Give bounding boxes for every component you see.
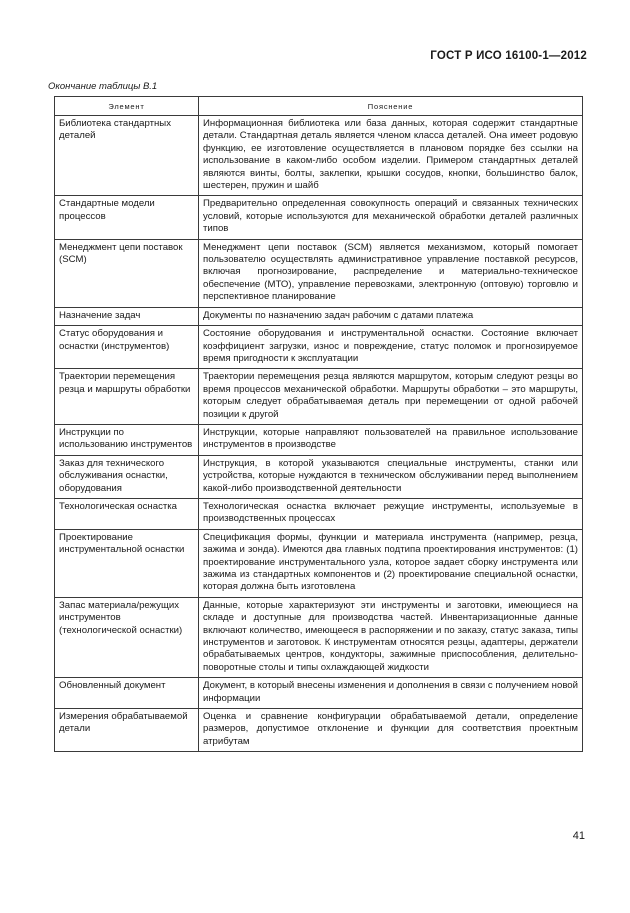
element-cell: Запас материала/режущих инструментов (технологической оснастки)	[55, 597, 199, 677]
element-cell: Менеджмент цепи поставок (SCM)	[55, 239, 199, 307]
table-row	[55, 709, 583, 752]
element-cell: Технологическая оснастка	[55, 498, 199, 529]
explanation-cell: Документы по назначению задач рабочим с датами платежа	[199, 307, 583, 325]
explanation-cell: Инструкции, которые направляют пользователей на правильное использование инструментов в производстве	[199, 424, 583, 455]
explanation-cell: Данные, которые характеризуют эти инструменты и заготовки, имеющиеся на складе и доступные для производства частей. Инвентаризационные данные включают количество, имеющееся в распоряжении и по заказу, статус заказа, типы инструментов и заготовок. К инструментам относятся резцы, адаптеры, держатели обрабатываемых центров, кондукторы, зажимные приспособления, делительно-поворотные столы и типы охлаждающей жидкости	[199, 597, 583, 677]
table-row	[55, 196, 583, 239]
element-cell: Обновленный документ	[55, 678, 199, 709]
element-cell: Заказ для технического обслуживания оснастки, оборудования	[55, 455, 199, 498]
element-cell: Измерения обрабатываемой детали	[55, 709, 199, 752]
explanation-cell: Траектории перемещения резца являются маршрутом, которым следуют резцы во время процессов механической обработки. Маршруты обработки – это маршруты, которым следует обрабатываемая деталь при перемещении от одной рабочей позиции к другой	[199, 369, 583, 425]
explanation-cell: Предварительно определенная совокупность операций и связанных технических условий, которые используются для механической обработки деталей различных типов	[199, 196, 583, 239]
element-cell: Проектирование инструментальной оснастки	[55, 529, 199, 597]
table-row	[55, 498, 583, 529]
table-row	[55, 369, 583, 425]
table-row	[55, 326, 583, 369]
column-header-explanation: Пояснение	[199, 97, 583, 116]
table-row	[55, 424, 583, 455]
table-row	[55, 455, 583, 498]
table-row	[55, 307, 583, 325]
element-cell: Статус оборудования и оснастки (инструментов)	[55, 326, 199, 369]
explanation-cell: Технологическая оснастка включает режущие инструменты, используемые в производственных процессах	[199, 498, 583, 529]
element-cell: Инструкции по использованию инструментов	[55, 424, 199, 455]
explanation-cell: Менеджмент цепи поставок (SCM) является механизмом, который помогает пользователю осуществлять административное управление поставкой ресурсов, включая прогнозирование, распределение и материально-техническое обеспечение (МТО), управление перевозками, электронную (оптовую) торговлю и перспективное планирование	[199, 239, 583, 307]
table-caption: Окончание таблицы В.1	[48, 81, 158, 92]
table-row	[55, 529, 583, 597]
explanation-cell: Информационная библиотека или база данных, которая содержит стандартные детали. Стандартная деталь является членом класса деталей. Она имеет родовую функцию, ее изготовление осуществляется в плановом порядке без ссылки на использование в каком-либо особом изделии. Примером стандартных деталей являются винты, болты, заклепки, крышки сосудов, кнопки, большинство балок, шестерен, пружин и шайб	[199, 116, 583, 196]
explanation-cell: Спецификация формы, функции и материала инструмента (например, резца, зажима и зонда). Имеются два главных подтипа проектирования инструментов: (1) проектирование инструментального узла, которое задает сборку инструмента или зажима из стандартных компонентов и (2) проектирование специальной оснастки, которая должна быть изготовлена	[199, 529, 583, 597]
table-row	[55, 239, 583, 307]
table-row	[55, 597, 583, 677]
table-row	[55, 678, 583, 709]
element-cell: Назначение задач	[55, 307, 199, 325]
table-header-row	[55, 97, 583, 116]
explanation-cell: Инструкция, в которой указываются специальные инструменты, станки или устройства, которые нуждаются в техническом обслуживании перед выполнением какой-либо производственной деятельности	[199, 455, 583, 498]
document-header: ГОСТ Р ИСО 16100-1—2012	[430, 50, 587, 62]
column-header-element: Элемент	[55, 97, 199, 116]
explanation-cell: Оценка и сравнение конфигурации обрабатываемой детали, определение размеров, допустимое отклонение и функции для соответствия проектным атрибутам	[199, 709, 583, 752]
element-cell: Стандартные модели процессов	[55, 196, 199, 239]
page-number: 41	[572, 830, 585, 842]
element-cell: Библиотека стандартных деталей	[55, 116, 199, 196]
element-cell: Траектории перемещения резца и маршруты обработки	[55, 369, 199, 425]
explanation-cell: Документ, в который внесены изменения и дополнения в связи с получением новой информации	[199, 678, 583, 709]
definitions-table	[54, 96, 583, 752]
table-row	[55, 116, 583, 196]
explanation-cell: Состояние оборудования и инструментальной оснастки. Состояние включает коэффициент загрузки, износ и повреждение, статус поломок и прогнозируемое время пригодности к эксплуатации	[199, 326, 583, 369]
